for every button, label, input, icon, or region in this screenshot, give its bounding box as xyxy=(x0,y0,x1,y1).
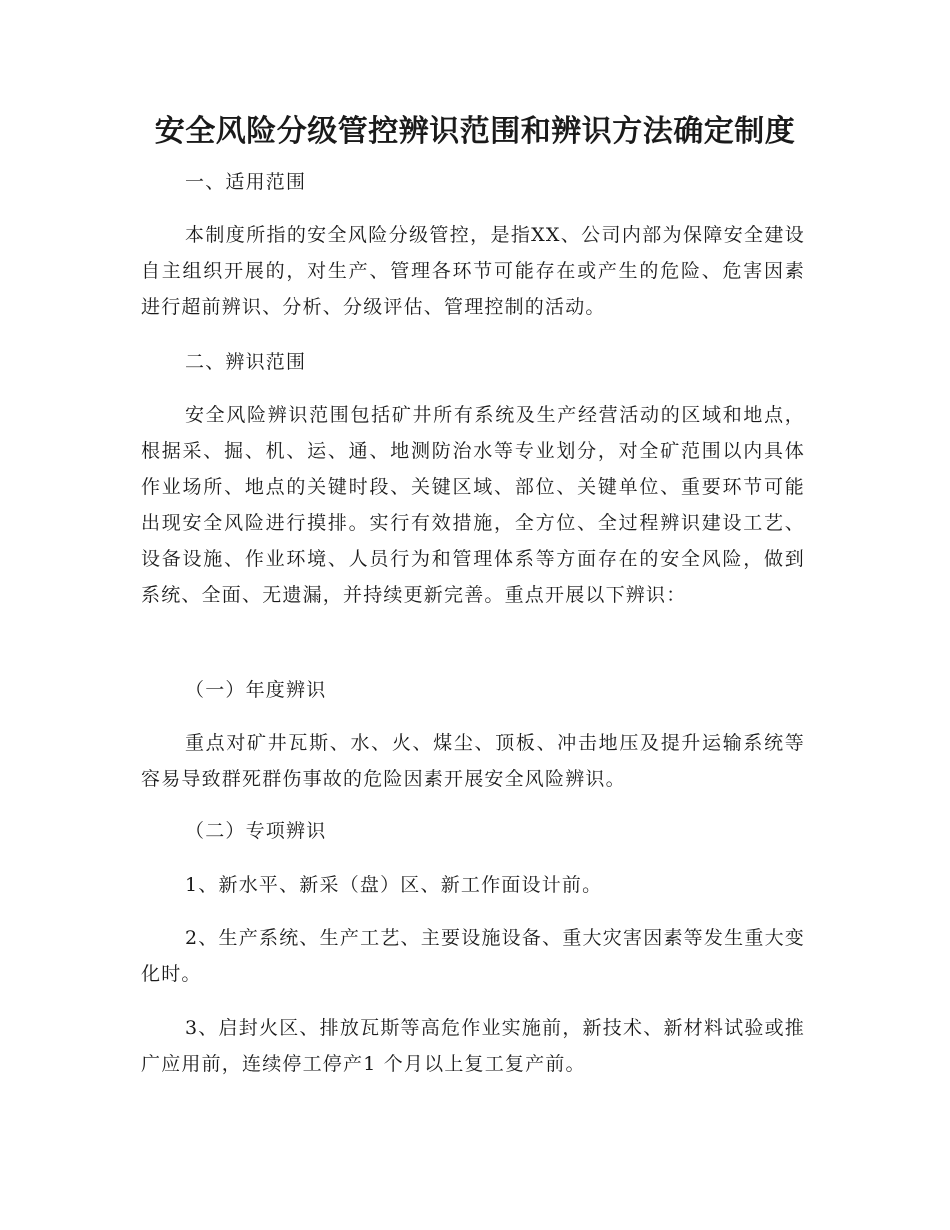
section-heading-annual-identification: （一）年度辨识 xyxy=(185,679,327,701)
list-item-special-3: 3、启封火区、排放瓦斯等高危作业实施前，新技术、新材料试验或推广应用前，连续停工停产1 个月以上复工复产前。 xyxy=(141,1017,805,1075)
section-heading-identification-range: 二、辨识范围 xyxy=(185,351,307,373)
paragraph-annual-identification: 重点对矿井瓦斯、水、火、煤尘、顶板、冲击地压及提升运输系统等容易导致群死群伤事故的危险因素开展安全风险辨识。 xyxy=(141,732,805,790)
list-item-special-2: 2、生产系统、生产工艺、主要设施设备、重大灾害因素等发生重大变化时。 xyxy=(141,927,805,985)
section-heading-special-identification: （二）专项辨识 xyxy=(185,820,327,842)
document-title: 安全风险分级管控辨识范围和辨识方法确定制度 xyxy=(154,114,796,149)
list-item-special-1: 1、新水平、新采（盘）区、新工作面设计前。 xyxy=(185,874,603,896)
paragraph-scope-definition: 本制度所指的安全风险分级管控，是指XX、公司内部为保障安全建设自主组织开展的，对生产、管理各环节可能存在或产生的危险、危害因素进行超前辨识、分析、分级评估、管理控制的活动。 xyxy=(141,224,805,318)
paragraph-identification-range: 安全风险辨识范围包括矿井所有系统及生产经营活动的区域和地点，根据采、掘、机、运、通、地测防治水等专业划分，对全矿范围以内具体作业场所、地点的关键时段、关键区域、部位、关键单位、重要环节可能出现安全风险进行摸排。实行有效措施，全方位、全过程辨识建设工艺、设备设施、作业环境、人员行为和管理体系等方面存在的安全风险，做到系统、全面、无遗漏，并持续更新完善。重点开展以下辨识： xyxy=(141,404,805,606)
section-heading-scope: 一、适用范围 xyxy=(185,171,307,193)
